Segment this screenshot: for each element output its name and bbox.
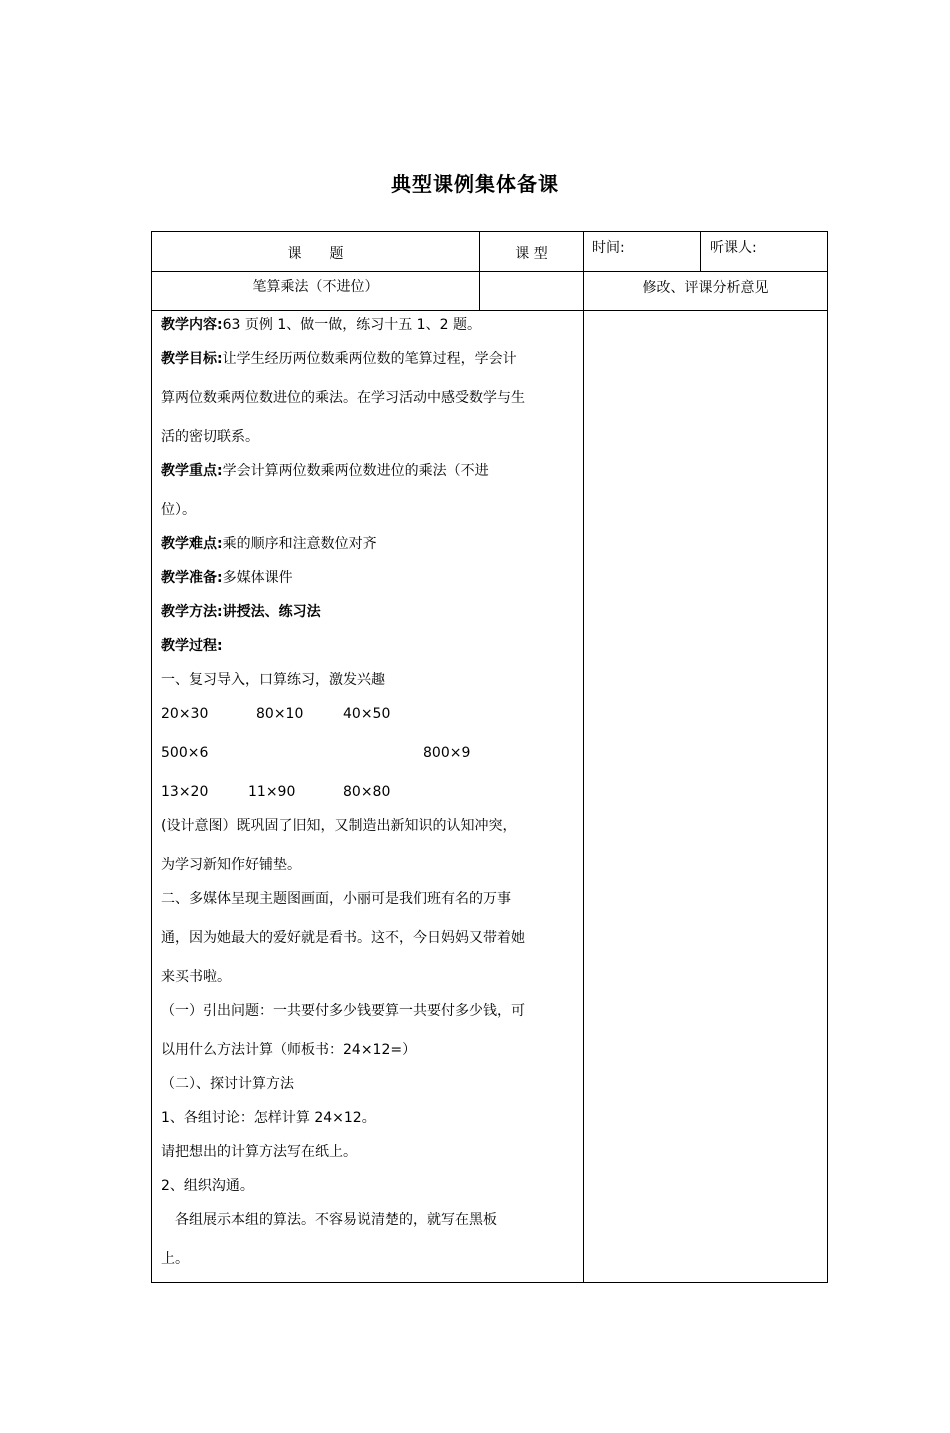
explore-heading: （二）、探讨计算方法 <box>161 1076 294 1092</box>
lesson-plan-table <box>151 231 828 1283</box>
page-title: 典型课例集体备课 <box>391 172 559 196</box>
exercise-item: 11×90 <box>248 784 296 800</box>
goal-line: 算两位数乘两位数进位的乘法。在学习活动中感受数学与生 <box>161 390 525 406</box>
exercise-item: 13×20 <box>161 784 209 800</box>
section-two-line: 来买书啦。 <box>161 969 231 985</box>
design-intent-line: 为学习新知作好铺垫。 <box>161 857 301 873</box>
comments-header: 修改、评课分析意见 <box>642 280 769 296</box>
exercise-item: 20×30 <box>161 706 209 722</box>
focus-line: 教学重点:学会计算两位数乘两位数进位的乘法（不进 <box>161 463 489 479</box>
exercise-item: 800×9 <box>423 745 471 761</box>
goal-line: 教学目标:让学生经历两位数乘两位数的笔算过程，学会计 <box>161 351 517 367</box>
section-two-line: 通，因为她最大的爱好就是看书。这不，今日妈妈又带着她 <box>161 930 525 946</box>
topic-value: 笔算乘法（不进位） <box>252 279 379 295</box>
topic-header: 课 题 <box>287 246 344 262</box>
question-line: （一）引出问题：一共要付多少钱要算一共要付多少钱，可 <box>161 1003 525 1019</box>
prep-line: 教学准备:多媒体课件 <box>161 570 293 586</box>
question-line: 以用什么方法计算（师板书：24×12=） <box>161 1042 417 1058</box>
goal-line: 活的密切联系。 <box>161 429 259 445</box>
method-line: 教学方法:讲授法、练习法 <box>161 604 321 620</box>
step-line: 2、组织沟通。 <box>161 1178 254 1194</box>
exercise-item: 500×6 <box>161 745 209 761</box>
focus-line: 位）。 <box>161 502 196 518</box>
exercise-item: 80×80 <box>343 784 391 800</box>
step-line: 上。 <box>161 1251 189 1267</box>
time-header: 时间: <box>592 240 625 256</box>
exercise-item: 40×50 <box>343 706 391 722</box>
difficulty-line: 教学难点:乘的顺序和注意数位对齐 <box>161 536 377 552</box>
content-line: 教学内容:63 页例 1、做一做，练习十五 1、2 题。 <box>161 317 481 333</box>
step-line: 请把想出的计算方法写在纸上。 <box>161 1144 357 1160</box>
type-header: 课 型 <box>515 246 548 262</box>
listener-header: 听课人: <box>710 240 757 256</box>
step-line: 1、各组讨论：怎样计算 24×12。 <box>161 1110 376 1126</box>
step-line: 各组展示本组的算法。不容易说清楚的，就写在黑板 <box>161 1212 497 1228</box>
process-heading: 教学过程: <box>161 638 223 654</box>
section-two-line: 二、多媒体呈现主题图画面，小丽可是我们班有名的万事 <box>161 891 511 907</box>
design-intent-line: (设计意图）既巩固了旧知，又制造出新知识的认知冲突， <box>161 818 517 834</box>
exercise-item: 80×10 <box>256 706 304 722</box>
section-one-heading: 一、复习导入，口算练习，激发兴趣 <box>161 672 385 688</box>
